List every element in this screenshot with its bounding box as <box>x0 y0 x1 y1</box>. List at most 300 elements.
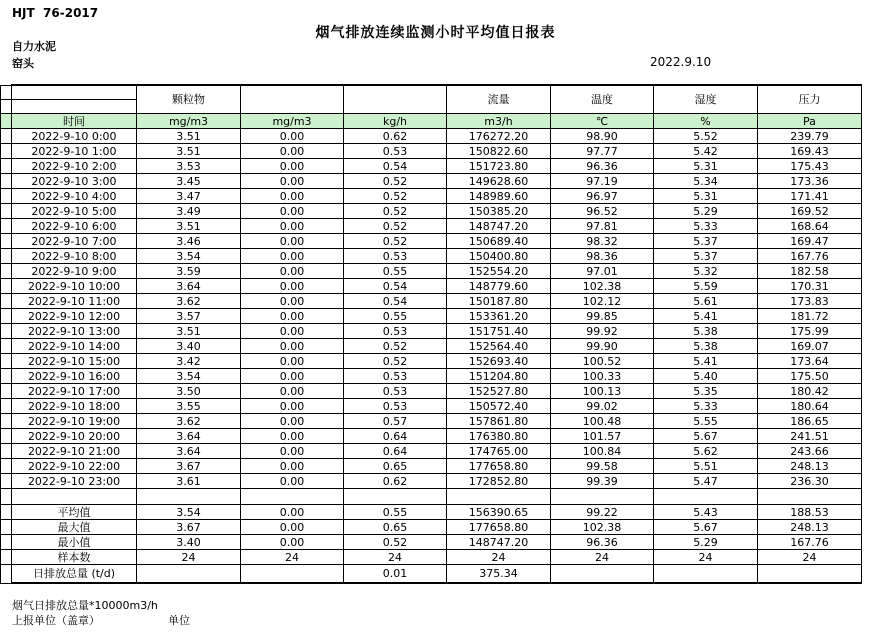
value-cell: 0.00 <box>241 219 344 234</box>
company-name: 自力水泥 <box>12 40 56 53</box>
summary-row <box>1 550 862 565</box>
value-cell: 0.00 <box>241 144 344 159</box>
value-cell: 0.01 <box>344 565 447 584</box>
report-title: 烟气排放连续监测小时平均值日报表 <box>315 25 556 41</box>
value-cell: 100.13 <box>551 384 654 399</box>
table-row <box>1 189 862 204</box>
value-cell: 0.52 <box>344 219 447 234</box>
value-cell: 3.67 <box>137 520 241 535</box>
value-cell: 0.62 <box>344 474 447 489</box>
value-cell: 239.79 <box>758 129 862 144</box>
unit-cell-celsius: ℃ <box>551 114 654 129</box>
gutter-cell <box>1 189 12 204</box>
time-column-header: 时间 <box>12 114 137 129</box>
value-cell: 150400.80 <box>447 249 551 264</box>
value-cell: 0.00 <box>241 505 344 520</box>
footer-note: 烟气日排放总量*10000m3/h <box>12 599 158 612</box>
value-cell: 5.61 <box>654 294 758 309</box>
value-cell: 3.46 <box>137 234 241 249</box>
unit-cell-kgh: kg/h <box>344 114 447 129</box>
col-group-flow: 流量 <box>447 85 551 114</box>
value-cell: 100.33 <box>551 369 654 384</box>
value-cell: 171.41 <box>758 189 862 204</box>
value-cell: 169.43 <box>758 144 862 159</box>
value-cell: 3.40 <box>137 339 241 354</box>
value-cell: 5.31 <box>654 159 758 174</box>
value-cell: 0.64 <box>344 429 447 444</box>
gutter-cell <box>1 324 12 339</box>
summary-row <box>1 520 862 535</box>
value-cell: 5.67 <box>654 429 758 444</box>
col-group-empty-2 <box>344 85 447 114</box>
value-cell: 5.42 <box>654 144 758 159</box>
value-cell: 0.52 <box>344 234 447 249</box>
value-cell: 5.37 <box>654 234 758 249</box>
table-row <box>1 294 862 309</box>
value-cell: 0.52 <box>344 354 447 369</box>
value-cell: 5.38 <box>654 324 758 339</box>
time-cell: 2022-9-10 23:00 <box>12 474 137 489</box>
value-cell: 0.54 <box>344 279 447 294</box>
value-cell: 0.00 <box>241 535 344 550</box>
value-cell: 98.36 <box>551 249 654 264</box>
value-cell: 0.53 <box>344 249 447 264</box>
value-cell: 102.38 <box>551 520 654 535</box>
value-cell: 173.64 <box>758 354 862 369</box>
value-cell: 24 <box>654 550 758 565</box>
gutter-cell <box>1 444 12 459</box>
value-cell: 5.55 <box>654 414 758 429</box>
value-cell: 150822.60 <box>447 144 551 159</box>
gutter-cell <box>1 129 12 144</box>
empty-cell <box>758 489 862 505</box>
value-cell: 97.01 <box>551 264 654 279</box>
value-cell: 0.00 <box>241 429 344 444</box>
value-cell: 157861.80 <box>447 414 551 429</box>
gutter-cell <box>1 399 12 414</box>
value-cell: 0.52 <box>344 535 447 550</box>
unit-cell-pa: Pa <box>758 114 862 129</box>
gutter-cell <box>1 505 12 520</box>
value-cell: 3.42 <box>137 354 241 369</box>
value-cell: 149628.60 <box>447 174 551 189</box>
value-cell: 0.00 <box>241 369 344 384</box>
table-row <box>1 324 862 339</box>
summary-label: 最小值 <box>12 535 137 550</box>
value-cell: 3.67 <box>137 459 241 474</box>
value-cell: 152554.20 <box>447 264 551 279</box>
gutter-cell <box>1 264 12 279</box>
gutter-cell <box>1 474 12 489</box>
value-cell <box>241 565 344 584</box>
table-row <box>1 459 862 474</box>
value-cell: 0.00 <box>241 459 344 474</box>
value-cell: 0.53 <box>344 399 447 414</box>
value-cell: 0.62 <box>344 129 447 144</box>
col-group-temperature: 温度 <box>551 85 654 114</box>
col-group-humidity: 湿度 <box>654 85 758 114</box>
value-cell: 175.99 <box>758 324 862 339</box>
table-row <box>1 159 862 174</box>
value-cell: 177658.80 <box>447 520 551 535</box>
gutter-cell <box>1 159 12 174</box>
time-cell: 2022-9-10 16:00 <box>12 369 137 384</box>
value-cell: 24 <box>447 550 551 565</box>
time-cell: 2022-9-10 2:00 <box>12 159 137 174</box>
value-cell: 99.92 <box>551 324 654 339</box>
table-row <box>1 309 862 324</box>
value-cell: 152693.40 <box>447 354 551 369</box>
value-cell: 180.42 <box>758 384 862 399</box>
value-cell: 3.61 <box>137 474 241 489</box>
value-cell: 177658.80 <box>447 459 551 474</box>
value-cell: 99.39 <box>551 474 654 489</box>
unit-cell-m3h: m3/h <box>447 114 551 129</box>
gutter-cell <box>1 100 12 114</box>
value-cell: 5.67 <box>654 520 758 535</box>
value-cell: 0.00 <box>241 249 344 264</box>
value-cell: 169.07 <box>758 339 862 354</box>
value-cell: 3.62 <box>137 414 241 429</box>
value-cell: 96.36 <box>551 159 654 174</box>
time-header-upper-cell <box>12 85 137 100</box>
value-cell: 168.64 <box>758 219 862 234</box>
gutter-cell <box>1 174 12 189</box>
value-cell: 98.90 <box>551 129 654 144</box>
time-cell: 2022-9-10 8:00 <box>12 249 137 264</box>
value-cell: 3.64 <box>137 429 241 444</box>
value-cell: 152527.80 <box>447 384 551 399</box>
table-row <box>1 444 862 459</box>
value-cell <box>551 565 654 584</box>
value-cell: 5.29 <box>654 535 758 550</box>
value-cell: 148779.60 <box>447 279 551 294</box>
value-cell: 5.32 <box>654 264 758 279</box>
value-cell: 5.31 <box>654 189 758 204</box>
value-cell: 0.52 <box>344 189 447 204</box>
value-cell: 0.00 <box>241 204 344 219</box>
value-cell: 99.02 <box>551 399 654 414</box>
gutter-cell <box>1 565 12 584</box>
value-cell: 5.33 <box>654 399 758 414</box>
value-cell: 3.62 <box>137 294 241 309</box>
gutter-cell <box>1 294 12 309</box>
unit-label: 单位 <box>168 614 190 627</box>
value-cell: 0.53 <box>344 324 447 339</box>
table-row <box>1 219 862 234</box>
time-cell: 2022-9-10 22:00 <box>12 459 137 474</box>
value-cell: 0.65 <box>344 520 447 535</box>
value-cell: 3.57 <box>137 309 241 324</box>
value-cell: 5.41 <box>654 354 758 369</box>
value-cell: 248.13 <box>758 459 862 474</box>
time-cell: 2022-9-10 7:00 <box>12 234 137 249</box>
value-cell: 151723.80 <box>447 159 551 174</box>
gutter-cell <box>1 114 12 129</box>
value-cell: 5.35 <box>654 384 758 399</box>
summary-label: 最大值 <box>12 520 137 535</box>
value-cell: 375.34 <box>447 565 551 584</box>
time-cell: 2022-9-10 1:00 <box>12 144 137 159</box>
value-cell: 152564.40 <box>447 339 551 354</box>
value-cell: 3.45 <box>137 174 241 189</box>
empty-cell <box>12 489 137 505</box>
value-cell: 0.00 <box>241 189 344 204</box>
gutter-cell <box>1 550 12 565</box>
value-cell: 0.00 <box>241 234 344 249</box>
time-cell: 2022-9-10 5:00 <box>12 204 137 219</box>
value-cell: 243.66 <box>758 444 862 459</box>
gutter-cell <box>1 279 12 294</box>
col-group-empty-1 <box>241 85 344 114</box>
value-cell: 0.00 <box>241 384 344 399</box>
value-cell: 0.00 <box>241 174 344 189</box>
report-table <box>0 84 862 584</box>
value-cell: 3.54 <box>137 505 241 520</box>
value-cell: 0.00 <box>241 414 344 429</box>
value-cell: 0.52 <box>344 339 447 354</box>
gutter-cell <box>1 535 12 550</box>
value-cell: 5.51 <box>654 459 758 474</box>
table-row <box>1 474 862 489</box>
value-cell: 248.13 <box>758 520 862 535</box>
gutter-cell <box>1 459 12 474</box>
value-cell: 0.55 <box>344 505 447 520</box>
table-row <box>1 354 862 369</box>
value-cell: 241.51 <box>758 429 862 444</box>
value-cell: 0.64 <box>344 444 447 459</box>
value-cell: 170.31 <box>758 279 862 294</box>
gutter-cell <box>1 369 12 384</box>
value-cell: 5.38 <box>654 339 758 354</box>
value-cell: 3.59 <box>137 264 241 279</box>
value-cell: 0.54 <box>344 294 447 309</box>
table-row <box>1 249 862 264</box>
monitoring-point: 窑头 <box>12 57 34 70</box>
value-cell: 3.51 <box>137 144 241 159</box>
value-cell: 0.00 <box>241 444 344 459</box>
value-cell: 24 <box>137 550 241 565</box>
col-group-particulate: 颗粒物 <box>137 85 241 114</box>
value-cell: 169.52 <box>758 204 862 219</box>
time-cell: 2022-9-10 14:00 <box>12 339 137 354</box>
time-cell: 2022-9-10 6:00 <box>12 219 137 234</box>
empty-cell <box>241 489 344 505</box>
value-cell <box>654 565 758 584</box>
value-cell: 153361.20 <box>447 309 551 324</box>
value-cell: 3.50 <box>137 384 241 399</box>
value-cell: 3.49 <box>137 204 241 219</box>
value-cell: 0.00 <box>241 294 344 309</box>
value-cell: 0.00 <box>241 309 344 324</box>
value-cell: 175.50 <box>758 369 862 384</box>
value-cell: 236.30 <box>758 474 862 489</box>
value-cell: 3.54 <box>137 369 241 384</box>
value-cell: 96.52 <box>551 204 654 219</box>
value-cell: 186.65 <box>758 414 862 429</box>
time-cell: 2022-9-10 9:00 <box>12 264 137 279</box>
value-cell: 0.55 <box>344 309 447 324</box>
summary-row <box>1 505 862 520</box>
value-cell: 176380.80 <box>447 429 551 444</box>
value-cell: 150385.20 <box>447 204 551 219</box>
value-cell: 174765.00 <box>447 444 551 459</box>
table-row <box>1 174 862 189</box>
time-cell: 2022-9-10 13:00 <box>12 324 137 339</box>
table-row <box>1 369 862 384</box>
table-row <box>1 339 862 354</box>
unit-cell-mg: mg/m3 <box>241 114 344 129</box>
value-cell: 3.51 <box>137 219 241 234</box>
value-cell: 100.48 <box>551 414 654 429</box>
gutter-cell <box>1 489 12 505</box>
value-cell: 151204.80 <box>447 369 551 384</box>
table-row <box>1 429 862 444</box>
value-cell: 3.47 <box>137 189 241 204</box>
value-cell: 173.83 <box>758 294 862 309</box>
value-cell: 176272.20 <box>447 129 551 144</box>
value-cell: 5.59 <box>654 279 758 294</box>
value-cell: 172852.80 <box>447 474 551 489</box>
empty-cell <box>551 489 654 505</box>
value-cell: 5.62 <box>654 444 758 459</box>
value-cell: 96.36 <box>551 535 654 550</box>
time-cell: 2022-9-10 17:00 <box>12 384 137 399</box>
gutter-cell <box>1 85 12 100</box>
value-cell: 102.38 <box>551 279 654 294</box>
report-date: 2022.9.10 <box>650 55 712 69</box>
value-cell: 100.84 <box>551 444 654 459</box>
table-row <box>1 234 862 249</box>
value-cell: 3.51 <box>137 324 241 339</box>
value-cell: 5.43 <box>654 505 758 520</box>
value-cell: 0.65 <box>344 459 447 474</box>
value-cell: 5.41 <box>654 309 758 324</box>
gutter-cell <box>1 354 12 369</box>
value-cell: 3.54 <box>137 249 241 264</box>
empty-cell <box>344 489 447 505</box>
time-cell: 2022-9-10 12:00 <box>12 309 137 324</box>
unit-cell-percent: % <box>654 114 758 129</box>
value-cell: 0.57 <box>344 414 447 429</box>
value-cell: 102.12 <box>551 294 654 309</box>
table-row <box>1 129 862 144</box>
value-cell: 181.72 <box>758 309 862 324</box>
gutter-cell <box>1 414 12 429</box>
value-cell: 0.00 <box>241 264 344 279</box>
time-cell: 2022-9-10 18:00 <box>12 399 137 414</box>
value-cell: 0.00 <box>241 399 344 414</box>
table-row <box>1 264 862 279</box>
value-cell: 148747.20 <box>447 219 551 234</box>
value-cell: 5.37 <box>654 249 758 264</box>
value-cell: 5.52 <box>654 129 758 144</box>
time-cell: 2022-9-10 15:00 <box>12 354 137 369</box>
standard-code: HJT 76-2017 <box>12 6 99 20</box>
value-cell: 0.52 <box>344 174 447 189</box>
time-cell: 2022-9-10 21:00 <box>12 444 137 459</box>
value-cell: 3.64 <box>137 279 241 294</box>
value-cell: 5.40 <box>654 369 758 384</box>
value-cell: 99.22 <box>551 505 654 520</box>
gutter-cell <box>1 384 12 399</box>
value-cell: 97.19 <box>551 174 654 189</box>
table-row <box>1 279 862 294</box>
summary-label: 平均值 <box>12 505 137 520</box>
value-cell: 0.00 <box>241 339 344 354</box>
value-cell: 24 <box>758 550 862 565</box>
gutter-cell <box>1 520 12 535</box>
value-cell: 0.00 <box>241 324 344 339</box>
value-cell: 175.43 <box>758 159 862 174</box>
value-cell: 97.81 <box>551 219 654 234</box>
value-cell: 0.52 <box>344 204 447 219</box>
report-unit-label: 上报单位（盖章） <box>12 614 100 627</box>
summary-label: 日排放总量 (t/d) <box>12 565 137 584</box>
value-cell: 5.34 <box>654 174 758 189</box>
gutter-cell <box>1 204 12 219</box>
time-header-lower-cell <box>12 100 137 114</box>
time-cell: 2022-9-10 20:00 <box>12 429 137 444</box>
value-cell: 0.55 <box>344 264 447 279</box>
gutter-cell <box>1 249 12 264</box>
value-cell: 151751.40 <box>447 324 551 339</box>
value-cell: 24 <box>344 550 447 565</box>
gutter-cell <box>1 234 12 249</box>
table-row <box>1 414 862 429</box>
value-cell: 99.58 <box>551 459 654 474</box>
value-cell: 0.53 <box>344 369 447 384</box>
gutter-cell <box>1 429 12 444</box>
value-cell: 100.52 <box>551 354 654 369</box>
value-cell: 3.40 <box>137 535 241 550</box>
value-cell: 0.00 <box>241 354 344 369</box>
value-cell: 0.00 <box>241 159 344 174</box>
value-cell: 5.47 <box>654 474 758 489</box>
value-cell: 97.77 <box>551 144 654 159</box>
value-cell <box>758 565 862 584</box>
value-cell <box>137 565 241 584</box>
value-cell: 98.32 <box>551 234 654 249</box>
value-cell: 180.64 <box>758 399 862 414</box>
value-cell: 0.53 <box>344 384 447 399</box>
value-cell: 150689.40 <box>447 234 551 249</box>
value-cell: 99.85 <box>551 309 654 324</box>
time-cell: 2022-9-10 10:00 <box>12 279 137 294</box>
value-cell: 3.51 <box>137 129 241 144</box>
unit-cell-pm-mg: mg/m3 <box>137 114 241 129</box>
value-cell: 173.36 <box>758 174 862 189</box>
value-cell: 0.54 <box>344 159 447 174</box>
value-cell: 182.58 <box>758 264 862 279</box>
value-cell: 167.76 <box>758 249 862 264</box>
value-cell: 3.64 <box>137 444 241 459</box>
value-cell: 24 <box>551 550 654 565</box>
value-cell: 188.53 <box>758 505 862 520</box>
value-cell: 3.53 <box>137 159 241 174</box>
time-cell: 2022-9-10 0:00 <box>12 129 137 144</box>
value-cell: 167.76 <box>758 535 862 550</box>
value-cell: 150572.40 <box>447 399 551 414</box>
value-cell: 0.00 <box>241 279 344 294</box>
table-row <box>1 399 862 414</box>
gutter-cell <box>1 309 12 324</box>
time-cell: 2022-9-10 3:00 <box>12 174 137 189</box>
value-cell: 0.00 <box>241 474 344 489</box>
value-cell: 169.47 <box>758 234 862 249</box>
gutter-cell <box>1 144 12 159</box>
value-cell: 24 <box>241 550 344 565</box>
